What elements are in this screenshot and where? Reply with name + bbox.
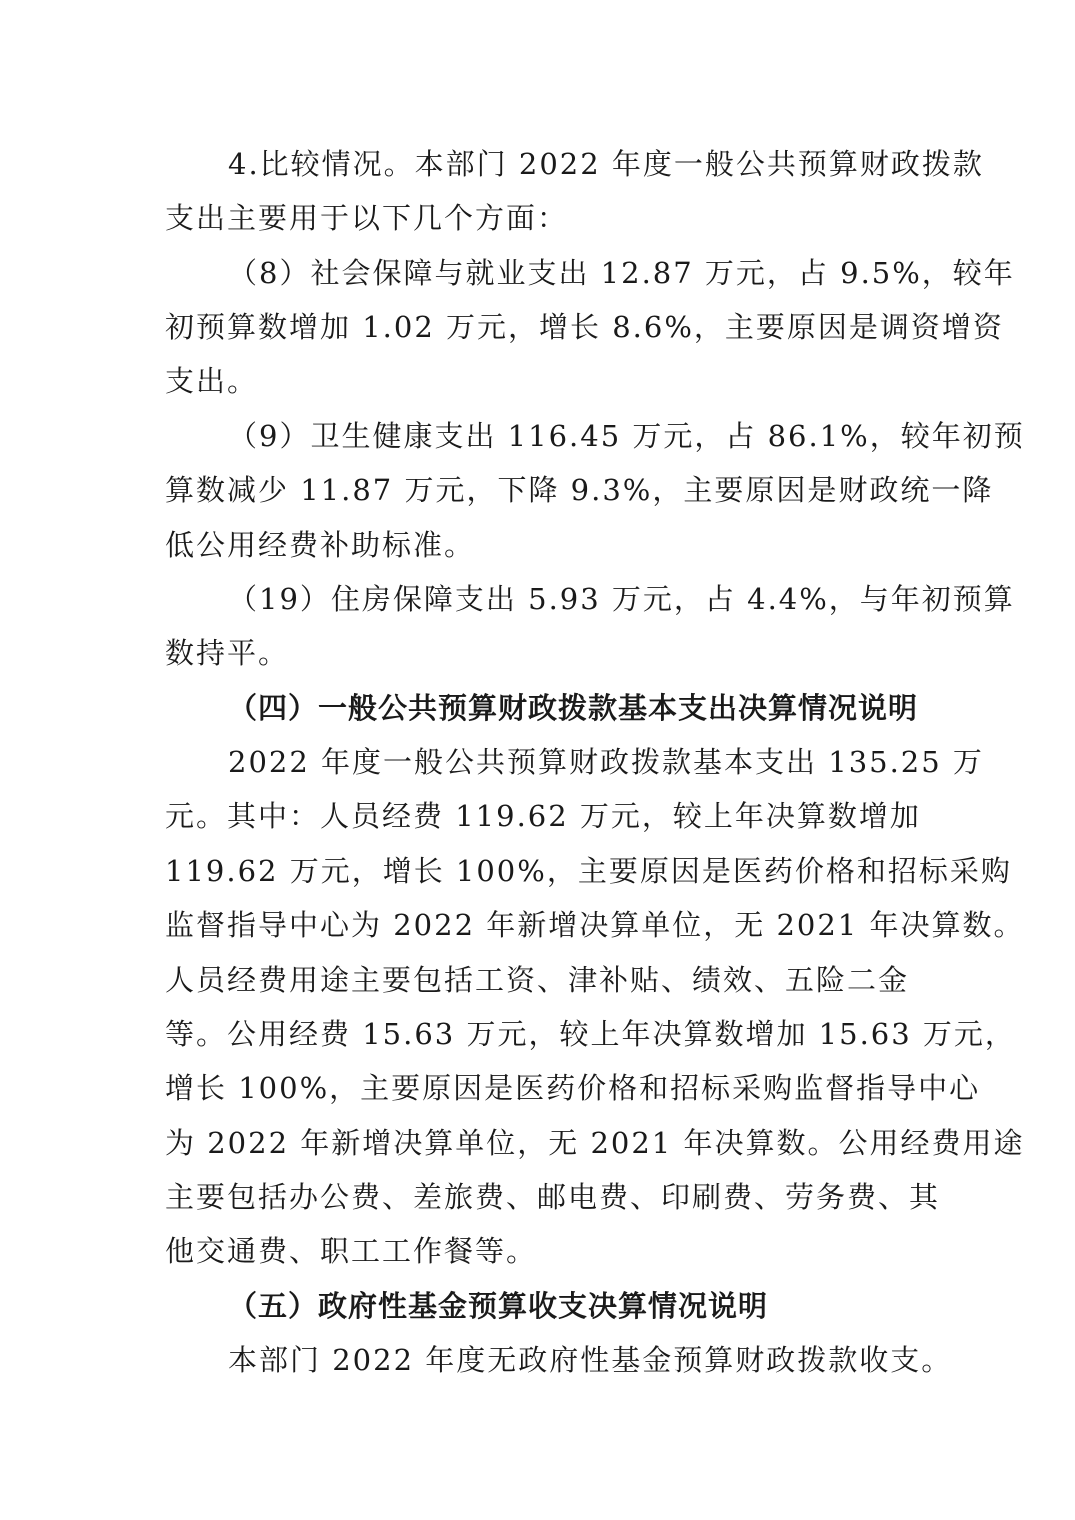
section-5-paragraph-line-1: 本部门 2022 年度无政府性基金预算财政拨款收支。 — [228, 1343, 953, 1377]
section-4-paragraph-line-10: 他交通费、职工工作餐等。 — [165, 1234, 538, 1268]
section-4-paragraph-line-9: 主要包括办公费、差旅费、邮电费、印刷费、劳务费、其 — [165, 1180, 941, 1214]
section-4-paragraph-line-5: 人员经费用途主要包括工资、津补贴、绩效、五险二金 — [165, 963, 910, 997]
section-4-paragraph-line-7: 增长 100%，主要原因是医药价格和招标采购监督指导中心 — [165, 1071, 981, 1105]
section-4-heading: （四）一般公共预算财政拨款基本支出决算情况说明 — [228, 691, 919, 725]
paragraph-comparison-line-1: 4.比较情况。本部门 2022 年度一般公共预算财政拨款 — [228, 147, 984, 181]
item-8-line-1: （8）社会保障与就业支出 12.87 万元，占 9.5%，较年 — [228, 256, 1015, 290]
section-5-heading: （五）政府性基金预算收支决算情况说明 — [228, 1289, 769, 1323]
section-4-paragraph-line-3: 119.62 万元，增长 100%，主要原因是医药价格和招标采购 — [165, 854, 1012, 888]
item-9-line-1: （9）卫生健康支出 116.45 万元，占 86.1%，较年初预 — [228, 419, 1025, 453]
section-4-paragraph-line-2: 元。其中：人员经费 119.62 万元，较上年决算数增加 — [165, 799, 921, 833]
paragraph-comparison-line-2: 支出主要用于以下几个方面： — [165, 201, 569, 235]
item-8-line-2: 初预算数增加 1.02 万元，增长 8.6%，主要原因是调资增资 — [165, 310, 1004, 344]
item-9-line-3: 低公用经费补助标准。 — [165, 528, 476, 562]
section-4-paragraph-line-1: 2022 年度一般公共预算财政拨款基本支出 135.25 万 — [228, 745, 984, 779]
section-4-paragraph-line-4: 监督指导中心为 2022 年新增决算单位，无 2021 年决算数。 — [165, 908, 1025, 942]
item-19-line-2: 数持平。 — [165, 636, 290, 670]
item-19-line-1: （19）住房保障支出 5.93 万元，占 4.4%，与年初预算 — [228, 582, 1015, 616]
item-9-line-2: 算数减少 11.87 万元，下降 9.3%，主要原因是财政统一降 — [165, 473, 994, 507]
item-8-line-3: 支出。 — [165, 364, 259, 398]
section-4-paragraph-line-8: 为 2022 年新增决算单位，无 2021 年决算数。公用经费用途 — [165, 1126, 1025, 1160]
section-4-paragraph-line-6: 等。公用经费 15.63 万元，较上年决算数增加 15.63 万元， — [165, 1017, 1016, 1051]
